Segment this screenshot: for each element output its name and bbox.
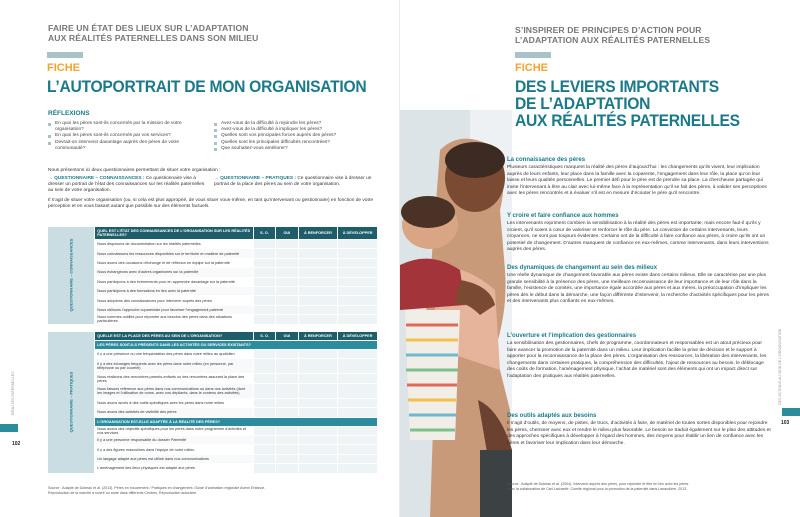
checkbox-cell[interactable] <box>338 277 378 286</box>
table-row: Nous participons à des événements pour en apprendre davantage sur la paternité <box>48 277 378 286</box>
table-row: Nous avons des objectifs spécifiques pour les pères dans notre programme d’activités et nos services <box>48 426 378 435</box>
source-note: Source : Adapté de Dubeau et al. (2013). Pères en mouvement / Pratiques en changement. Guide d’animation régionale Avenir Enfance. Reproduction de la marche à suivre ou autre dans différents Centres. Reproduction autorisée. <box>48 486 266 495</box>
checkbox-cell[interactable] <box>298 296 338 305</box>
checkbox-cell[interactable] <box>253 315 275 324</box>
checkbox-cell[interactable] <box>298 359 338 374</box>
section-heading: La connaissance des pères <box>507 157 586 163</box>
question-item: Avez-vous de la difficulté à rejoindre les pères? <box>214 121 379 127</box>
checkbox-cell[interactable] <box>276 359 299 374</box>
father-baby-photo <box>400 110 512 517</box>
checkbox-cell[interactable] <box>338 398 378 407</box>
col-renforcer: À RENFORCER <box>298 227 338 240</box>
table-row: Il y a une personne responsable du dossier Paternité <box>48 435 378 444</box>
question-item: Avez-vous de la difficulté à impliquer les pères? <box>214 127 379 133</box>
checkbox-cell[interactable] <box>298 383 338 398</box>
checkbox-cell[interactable] <box>276 464 299 473</box>
instructions-text: Il s’agit de situer votre organisation (ou, si cela est plus approprié, de vous situer vous-même, en tant qu’intervenant ou gestionnaire) en fonction de votre perception et en vous basant autant que possible sur des éléments factuels. <box>48 198 374 210</box>
photo-illustration <box>400 110 512 517</box>
checkbox-cell[interactable] <box>338 445 378 454</box>
checkbox-cell[interactable] <box>338 408 378 417</box>
right-page <box>400 0 800 517</box>
checkbox-cell[interactable] <box>253 445 275 454</box>
checkbox-cell[interactable] <box>298 268 338 277</box>
table-row: Nous avons des activités de visibilité des pères <box>48 408 378 417</box>
table-row: Nous participons à des formations en lien avec la paternité <box>48 286 378 295</box>
checkbox-cell[interactable] <box>276 258 299 267</box>
checkbox-cell[interactable] <box>276 249 299 258</box>
checkbox-cell[interactable] <box>298 374 338 383</box>
checkbox-cell[interactable] <box>276 350 299 359</box>
section-text: Les intervenants expriment combien la sensibilisation à la réalité des pères est importante, mais encore faut-il qu’ils y croient, qu’il soient à cœur de valoriser et renforcer le rôle du père. La conviction de certains intervenants, leurs croyances, ne sont pas toujours évidentes. Certains ont de la difficulté à faire confiance aux pères, à croire qu’ils ont un potentiel de changement. D’autres manquent de confiance en eux-mêmes, comme intervenants, dans leurs interventions auprès des pères. <box>507 221 769 253</box>
checkbox-cell[interactable] <box>338 454 378 463</box>
questionnaire-pratiques-table: QUESTIONNAIRE – PRATIQUES QUELLE EST LA PLACE DES PÈRES AU SEIN DE L’ORGANISATION? S. O. OUI À RENFORCER À DÉVELOPPER LES PÈRES SONT-ILS PRÉSENTS DANS LES ACTIVITÉS OU SERVICES EXISTANTS? Il y a une présence ou une fréquentation des pères dans notre milieu au quotidien Il y a des échanges fréquents avec les pères dans notre milieu (en personne, par téléphone ou par courriel) Nous réalisons des rencontres parents-enfants ou des rencontres assurant la place des pères Nous faisons référence aux pères dans nos communications ou dans nos activités (dont les images et l’utilisation de noms, avec nos dépliants, dans le contenu des activités) Nous avons accès à des outils spécifiques avec les pères dans notre milieu Nous avons des activités de visibilité des pères L’ORGANISATION EST-ELLE ADAPTÉE À LA RÉALITÉ DES PÈRES? Nous avons des objectifs spécifiques pour les pères dans notre programme d’activités et nos services Il y a une personne responsable du dossier Paternité Il y a des figures masculines dans l’équipe de notre milieu Un langage adapté aux pères est utilisé dans nos communications L’aménagement des lieux physiques est adapté aux pères <box>48 332 378 474</box>
table-row: Nous adoptons des connaissances pour intervenir auprès des pères <box>48 296 378 305</box>
checkbox-cell[interactable] <box>338 350 378 359</box>
section-text: La sensibilisation des gestionnaires, chefs de programme, coordonnateurs et responsables est un atout précieux pour faire avancer la promotion de la paternité dans un milieu. Leur implication facilite la prise de décision et le support à apporter pour la reconnaissance de la place des pères. L’organisation des ressources, la libération des intervenants, les changements dans certaines pratiques, la compréhension des difficultés, l’ajout de ressources au besoin, le déblocage des coûts de formation, l’aménagement physique, l’achat de matériel sont des éléments qui ont un impact direct sur l’adaptation des pratiques aux réalités paternelles. <box>507 341 767 379</box>
table-subheader: LES PÈRES SONT-ILS PRÉSENTS DANS LES ACTIVITÉS OU SERVICES EXISTANTS? <box>95 341 378 350</box>
checkbox-cell[interactable] <box>298 464 338 473</box>
checkbox-cell[interactable] <box>338 305 378 314</box>
question-item: En quoi les pères sont-ils concernés par la mission de votre organisation? <box>48 121 203 133</box>
table-row: Nous utilisons l’approche coparentale pour favoriser l’engagement paternel <box>48 305 378 314</box>
table-row: Nous réalisons des rencontres parents-enfants ou des rencontres assurant la place des pères <box>48 374 378 383</box>
question-item: Que souhaitez-vous améliorer? <box>214 146 379 152</box>
checkbox-cell[interactable] <box>253 258 275 267</box>
source-note: Source : Adapté de Dubeau et al. (2004). Intervenir auprès des pères, pour rejoindre et être en lien avec les pères. Avec la collaboration de Carl Lacharité, Comité régional pour la promotion de la paternité dans Lanaudière, 2013. <box>507 482 690 491</box>
checkbox-cell[interactable] <box>253 350 275 359</box>
checkbox-cell[interactable] <box>338 426 378 435</box>
col-developper: À DÉVELOPPER <box>338 227 378 240</box>
checkbox-cell[interactable] <box>298 258 338 267</box>
table-row: Nous disposons de documentation sur les réalités paternelles <box>48 240 378 249</box>
checkbox-cell[interactable] <box>276 268 299 277</box>
checkbox-cell[interactable] <box>276 286 299 295</box>
section-heading: Y croire et faire confiance aux hommes <box>507 213 619 219</box>
questions-list-left <box>48 121 203 152</box>
checkbox-cell[interactable] <box>276 296 299 305</box>
checkbox-cell[interactable] <box>298 286 338 295</box>
section-text: Plusieurs caractéristiques marquent la réalité des pères d’aujourd’hui : les changements qu’ils vivent, leur implication auprès de leurs enfants, leur place dans la famille avec la coparente, l’engagement dans leur rôle, la place qu’on leur laisse et leurs qualités personnelles. Le premier défi pour le père est de prendre sa place. La chercheuse partagée qui invite l’intervenant à être au clair avec lui-même face à la représentation qu’il se fait des pères, à valider ses perceptions avec les pères rencontrés et à évaluer s’il est en mesure d’écouter le père qu’il rencontre. <box>507 165 767 197</box>
checkbox-cell[interactable] <box>253 454 275 463</box>
side-label: QUESTIONNAIRE – PRATIQUES <box>48 332 95 473</box>
checkbox-cell[interactable] <box>338 464 378 473</box>
question-item: Quelles sont les principales difficultés rencontrées? <box>214 140 379 146</box>
table-header: QUEL EST L’ÉTAT DES CONNAISSANCES DE L’ORGANISATION SUR LES RÉALITÉS PATERNELLES? <box>95 227 254 240</box>
checkbox-cell[interactable] <box>253 398 275 407</box>
checkbox-cell[interactable] <box>298 426 338 435</box>
table-row: Il y a des échanges fréquents avec les pères dans notre milieu (en personne, par téléphone ou par courriel) <box>48 359 378 374</box>
checkbox-cell[interactable] <box>338 359 378 374</box>
checkbox-cell[interactable] <box>338 240 378 249</box>
checkbox-cell[interactable] <box>298 398 338 407</box>
checkbox-cell[interactable] <box>338 249 378 258</box>
checkbox-cell[interactable] <box>338 374 378 383</box>
accent-bar <box>515 52 551 58</box>
checkbox-cell[interactable] <box>253 426 275 435</box>
question-item: Devrait-on intervenir davantage auprès des pères de votre communauté? <box>48 140 203 152</box>
page-number: 102 <box>12 441 21 447</box>
section-heading: Des dynamiques de changement au sein des milieux <box>507 265 658 271</box>
section-tab <box>0 424 18 432</box>
left-kicker: FAIRE UN ÉTAT DES LIEUX SUR L’ADAPTATION AUX RÉALITÉS PATERNELLES DANS SON MILIEU <box>48 23 259 43</box>
checkbox-cell[interactable] <box>253 383 275 398</box>
checkbox-cell[interactable] <box>298 315 338 324</box>
checkbox-cell[interactable] <box>298 277 338 286</box>
checkbox-cell[interactable] <box>338 315 378 324</box>
fiche-label: FICHE <box>47 62 80 74</box>
checkbox-cell[interactable] <box>253 249 275 258</box>
table-row: Nous échangeons avec d’autres organismes sur la paternité <box>48 268 378 277</box>
questionnaire-pratiques-desc: → QUESTIONNAIRE – PRATIQUES : Ce questionnaire vise à dresser un portrait de la place des pères au sein de votre organisation. <box>214 176 372 188</box>
right-kicker: S’INSPIRER DE PRINCIPES D’ACTION POUR L’ADAPTATION AUX RÉALITÉS PATERNELLES <box>515 25 711 45</box>
section-tab <box>782 408 800 416</box>
checkbox-cell[interactable] <box>338 286 378 295</box>
checkbox-cell[interactable] <box>276 277 299 286</box>
col-so: S. O. <box>253 227 275 240</box>
checkbox-cell[interactable] <box>253 464 275 473</box>
checkbox-cell[interactable] <box>298 435 338 444</box>
checkbox-cell[interactable] <box>253 435 275 444</box>
reflexions-heading: RÉFLEXIONS <box>48 110 90 117</box>
checkbox-cell[interactable] <box>276 305 299 314</box>
checkbox-cell[interactable] <box>253 359 275 374</box>
fiche-label: FICHE <box>515 62 548 74</box>
table-row: Un langage adapté aux pères est utilisé dans nos communications <box>48 454 378 463</box>
section-heading: Des outils adaptés aux besoins <box>507 413 597 419</box>
checkbox-cell[interactable] <box>338 435 378 444</box>
checkbox-cell[interactable] <box>253 296 275 305</box>
checkbox-cell[interactable] <box>338 383 378 398</box>
checkbox-cell[interactable] <box>253 286 275 295</box>
section-heading: L’ouverture et l’implication des gestionnaires <box>507 333 637 339</box>
checkbox-cell[interactable] <box>276 408 299 417</box>
checkbox-cell[interactable] <box>276 445 299 454</box>
running-header: DES ACTIONS AU SEIN DE L’ORGANISATION <box>778 328 782 405</box>
accent-bar <box>47 52 83 58</box>
table-row: Nous connaissons les ressources disponibles sur le territoire en matière de paternité <box>48 249 378 258</box>
running-header: RÉALITÉS PATERNELLES <box>11 371 15 415</box>
checkbox-cell[interactable] <box>276 454 299 463</box>
section-text: Il s’agit d’outils, de moyens, de pistes, de trucs, d’activités à faire, de matériel de toutes sortes disponibles pour rejoindre les pères, cheminer avec eux et rendre le milieu plus favorable. Le besoin se traduit également sur le plan des attitudes et des approches spécifiques à développer à l’égard des hommes, des moyens pour établir un lien de confiance avec les pères et favoriser leur implication dans leur démarche. <box>507 421 771 446</box>
checkbox-cell[interactable] <box>298 240 338 249</box>
checkbox-cell[interactable] <box>253 408 275 417</box>
page-title: L’AUTOPORTRAIT DE MON ORGANISATION <box>47 77 367 96</box>
table-header: QUELLE EST LA PLACE DES PÈRES AU SEIN DE L’ORGANISATION? <box>95 332 254 341</box>
checkbox-cell[interactable] <box>298 249 338 258</box>
intro-text: Nous présentons ici deux questionnaires permettant de situer votre organisation : <box>48 168 221 173</box>
checkbox-cell[interactable] <box>298 305 338 314</box>
table-subheader: L’ORGANISATION EST-ELLE ADAPTÉE À LA RÉALITÉ DES PÈRES? <box>95 417 378 426</box>
checkbox-cell[interactable] <box>276 426 299 435</box>
question-item: Quelles sont vos principales forces auprès des pères? <box>214 133 379 139</box>
checkbox-cell[interactable] <box>276 240 299 249</box>
checkbox-cell[interactable] <box>253 240 275 249</box>
page-number: 103 <box>781 420 790 426</box>
checkbox-cell[interactable] <box>253 305 275 314</box>
questionnaire-connaissances-table <box>48 227 378 325</box>
table-row: Il y a des figures masculines dans l’équipe de notre milieu <box>48 445 378 454</box>
table-row: Nous sommes outillés pour répondre aux besoins des pères dans des situations particulières <box>48 315 378 324</box>
table-row: Nous avons accès à des outils spécifiques avec les pères dans notre milieu <box>48 398 378 407</box>
checkbox-cell[interactable] <box>253 374 275 383</box>
checkbox-cell[interactable] <box>276 315 299 324</box>
section-text: Une réelle dynamique de changement favorable aux pères existe dans certains milieux. Elle se caractérise par une plus grande sensibilité à la présence des pères, une meilleure reconnaissance de leur importance et de leur rôle dans la famille, l’existence de comités, une importance égale accordée aux pères et aux mères, la préoccupation d’impliquer les pères dès le début dans la démarche, une façon différente d’intervenir, la recherche d’activités spécifiques pour les pères et des intervenants plus confiants en eux-mêmes. <box>507 273 769 305</box>
checkbox-cell[interactable] <box>298 445 338 454</box>
checkbox-cell[interactable] <box>338 258 378 267</box>
side-label: QUESTIONNAIRE – CONNAISSANCES <box>48 227 95 324</box>
table-row: L’aménagement des lieux physiques est adapté aux pères <box>48 464 378 473</box>
checkbox-cell[interactable] <box>276 435 299 444</box>
table-row: Nous avons des occasions d’échange et de réflexion en équipe sur la paternité <box>48 258 378 267</box>
checkbox-cell[interactable] <box>298 454 338 463</box>
checkbox-cell[interactable] <box>338 296 378 305</box>
checkbox-cell[interactable] <box>298 350 338 359</box>
checkbox-cell[interactable] <box>253 268 275 277</box>
page-title: DES LEVIERS IMPORTANTS DE L’ADAPTATION AUX RÉALITÉS PATERNELLES <box>515 77 740 130</box>
checkbox-cell[interactable] <box>276 383 299 398</box>
questions-list-right <box>214 121 379 152</box>
table-row: Il y a une présence ou une fréquentation des pères dans notre milieu au quotidien <box>48 350 378 359</box>
checkbox-cell[interactable] <box>338 268 378 277</box>
questionnaire-connaissances-desc: → QUESTIONNAIRE – CONNAISSANCES : Ce questionnaire vise à dresser un portrait de l’état des connaissances sur les réalités paternelles au sein de votre organisation. <box>48 176 205 194</box>
checkbox-cell[interactable] <box>298 408 338 417</box>
table-row: Nous faisons référence aux pères dans nos communications ou dans nos activités (dont les images et l’utilisation de noms, avec nos dépliants, dans le contenu des activités) <box>48 383 378 398</box>
checkbox-cell[interactable] <box>253 277 275 286</box>
checkbox-cell[interactable] <box>276 398 299 407</box>
question-item: En quoi les pères sont-ils concernés par vos services? <box>48 133 203 139</box>
checkbox-cell[interactable] <box>276 374 299 383</box>
col-oui: OUI <box>276 227 299 240</box>
